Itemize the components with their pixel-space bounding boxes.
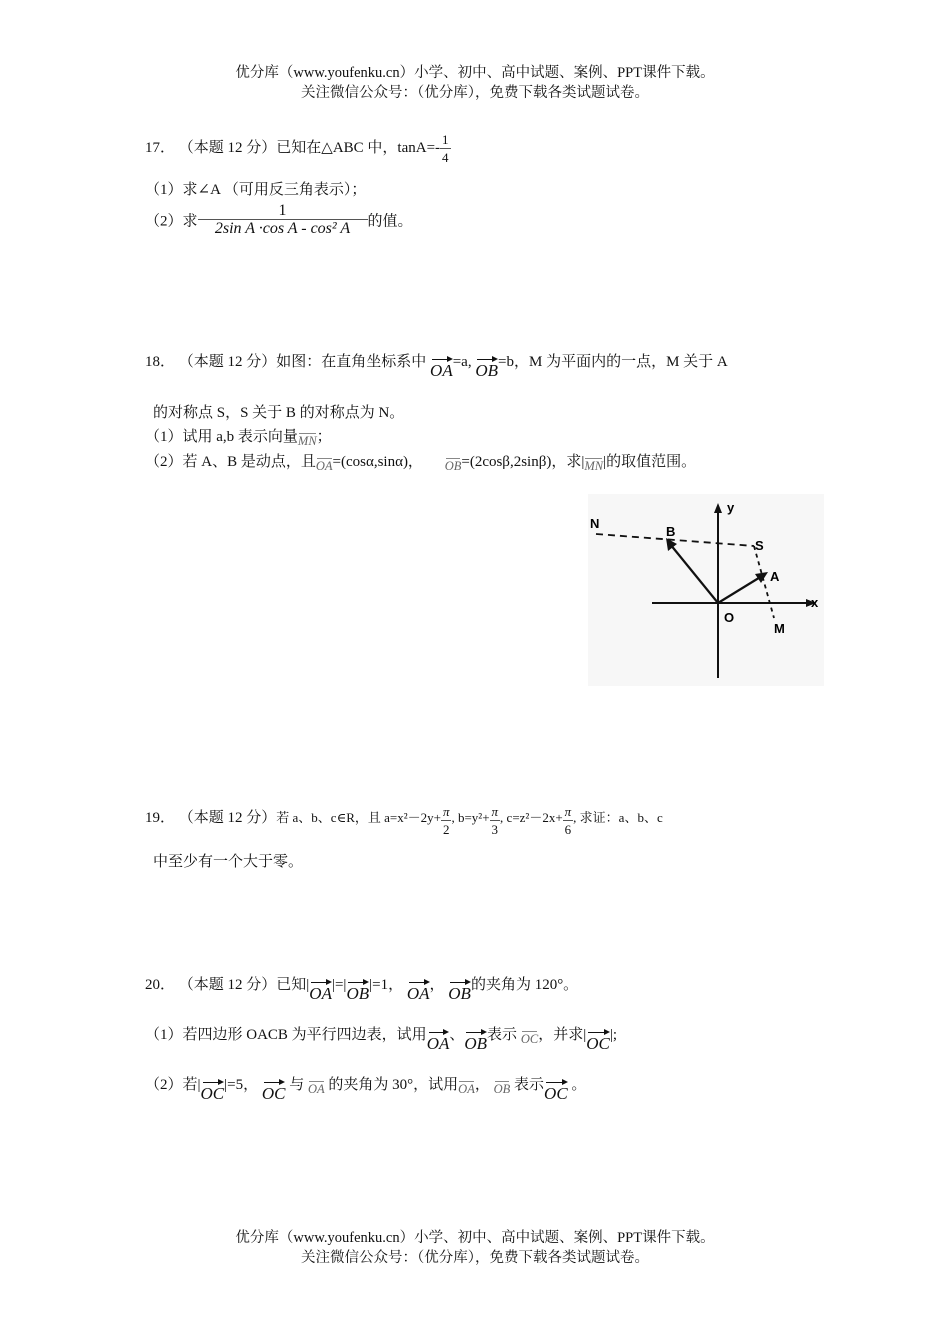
vector-oa: OA <box>309 975 332 1002</box>
vector-oc: OC <box>586 1025 610 1052</box>
page-footer-line1: 优分库（www.youfenku.cn）小学、初中、高中试题、案例、PPT课件下载。 <box>235 1230 715 1246</box>
vector-oc: OC <box>521 1028 538 1046</box>
question-score: （本题 12 分） <box>178 354 277 370</box>
question-19-line-2: 中至少有一个大于零。 <box>153 854 304 870</box>
vector-ob: OB <box>448 975 471 1002</box>
question-17-part-1: （1）求∠A （可用反三角表示）； <box>145 182 367 198</box>
vector-oa: OA <box>458 1078 475 1096</box>
vector-ob: OB <box>475 352 498 379</box>
question-20-part-2: （2）若|OC|=5， OC 与 OA 的夹角为 30°，试用OA， OB 表示OC 。 <box>145 1077 587 1103</box>
question-18-part-1: （1）试用 a,b 表示向量MN； <box>145 429 332 448</box>
vector-ob: OB <box>346 975 369 1002</box>
question-score: （本题 12 分） <box>178 810 277 826</box>
question-17-stem <box>145 131 451 167</box>
question-20-part-1: （1）若四边形 OACB 为平行四边表，试用OA、OB表示 OC，并求|OC|; <box>145 1027 617 1053</box>
fraction: $\frac{\pi}{2}$ <box>442 804 450 837</box>
label-b: B <box>666 524 676 539</box>
vector-ob: OB <box>494 1078 511 1096</box>
question-score: （本题 12 分） <box>178 977 277 993</box>
question-number: 20． <box>145 977 176 993</box>
vector-oa: OA <box>308 1078 325 1096</box>
figure-background <box>588 494 824 686</box>
vector-oc: OC <box>544 1075 568 1102</box>
question-20-stem: 20． （本题 12 分）已知|OA|=|OB|=1， OA， OB的夹角为 120°。 <box>145 977 579 1003</box>
label-o: O <box>724 610 735 625</box>
fraction: $\frac{1}{\text{2sin A ·cos A - cos² A}}$ <box>198 202 368 238</box>
vector-oc: OC <box>201 1075 225 1102</box>
question-number: 17． <box>145 140 176 156</box>
vector-mn: MN <box>584 455 603 473</box>
fraction: $\frac{\pi}{6}$ <box>564 804 572 837</box>
question-18-stem: 18． （本题 12 分）如图：在直角坐标系中 OA=a, OB=b，M 为平面内的一点，M 关于 A <box>145 354 728 380</box>
vector-oc: OC <box>262 1075 286 1102</box>
label-s: S <box>755 538 764 553</box>
page-footer-line2: 关注微信公众号：（优分库），免费下载各类试题试卷。 <box>301 1250 649 1266</box>
question-18-part-2: （2）若 A、B 是动点，且OA=(cosα,sinα)， OB=(2cosβ,2sinβ)，求|MN|的取值范围。 <box>145 454 697 473</box>
page-header-line1: 优分库（www.youfenku.cn）小学、初中、高中试题、案例、PPT课件下载。 <box>235 65 715 81</box>
fraction: $\frac{\pi}{3}$ <box>491 804 499 837</box>
vector-oa: OA <box>407 975 430 1002</box>
label-a: A <box>770 569 780 584</box>
label-x: x <box>811 595 819 610</box>
fraction: $\frac{1}{4}$ <box>442 132 449 165</box>
question-score: （本题 12 分） <box>178 140 277 156</box>
coordinate-figure <box>588 494 824 686</box>
question-19-stem: 19． （本题 12 分）若 a、b、c∈R，且 a=x²－2y+ $\frac{\pi}{2}$ , b=y²+ $\frac{\pi}{3}$ , c=z²－2x+ $\frac{\pi}{6}$ , 求证：a、b、c <box>145 804 663 837</box>
question-number: 18． <box>145 354 176 370</box>
label-m: M <box>774 621 785 636</box>
vector-ob: OB <box>445 455 462 473</box>
vector-mn: MN <box>298 430 317 448</box>
question-18-line-2: 的对称点 S，S 关于 B 的对称点为 N。 <box>153 405 405 421</box>
vector-oa: OA <box>316 455 333 473</box>
vector-ob: OB <box>464 1025 487 1052</box>
question-stem: 已知在△ABC 中，tanA=- <box>276 140 441 156</box>
question-number: 19． <box>145 810 176 826</box>
label-n: N <box>590 516 600 531</box>
label-y: y <box>727 500 735 515</box>
question-17-part-2: （2）求 $\frac{1}{\text{2sin A ·cos A - cos² A}}$ 的值。 <box>145 202 413 237</box>
vector-oa: OA <box>427 1025 450 1052</box>
page-header-line2: 关注微信公众号：（优分库），免费下载各类试题试卷。 <box>301 85 649 101</box>
vector-oa: OA <box>430 352 453 379</box>
